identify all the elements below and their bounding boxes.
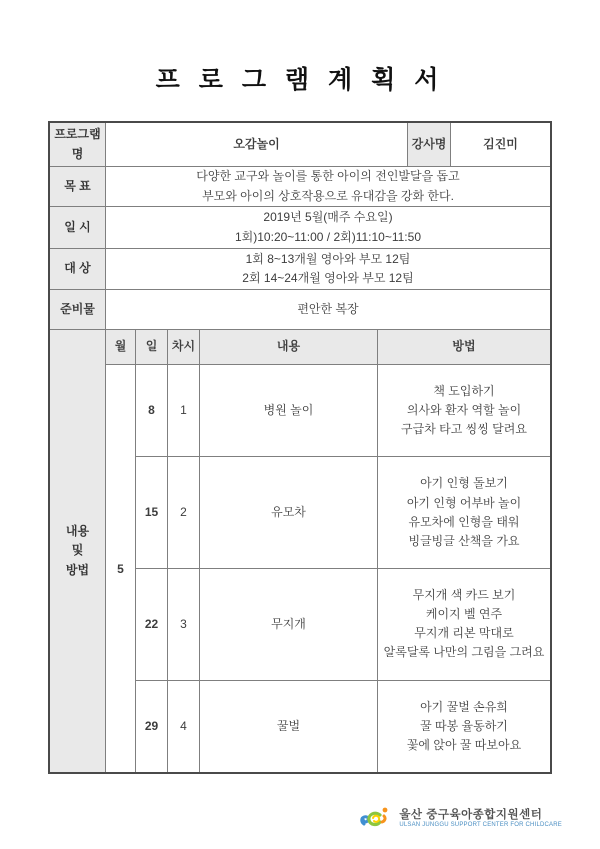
session-value: 1 [168, 365, 200, 456]
instructor-name-value: 김진미 [483, 136, 518, 151]
center-logo-icon [360, 806, 394, 832]
org-name-english: ULSAN JUNGGU SUPPORT CENTER FOR CHILDCARE [399, 822, 562, 829]
day-value: 8 [136, 365, 168, 456]
program-label: 프로그램명 [50, 123, 106, 166]
header-session: 차시 [168, 330, 200, 364]
datetime-row [50, 207, 550, 249]
header-month: 월 [106, 330, 136, 364]
header-content: 내용 [200, 330, 378, 364]
target-label: 대 상 [50, 249, 106, 289]
page-title: 프 로 그 램 계 획 서 [155, 66, 445, 94]
instructor-label: 강사명 [408, 123, 451, 166]
program-row [50, 123, 550, 167]
target-row [50, 249, 550, 290]
header-method: 방법 [378, 330, 550, 364]
target-value: 1회 8~13개월 영아와 부모 12팀 2회 14~24개월 영아와 부모 12팀 [242, 251, 414, 285]
footer-branding [360, 806, 562, 832]
schedule-table [106, 330, 550, 772]
program-plan-table [48, 121, 552, 774]
method-value: 무지개 색 카드 보기 케이지 벨 연주 무지개 리본 막대로 알록달록 나만의 그림을 그려요 [383, 587, 545, 660]
table-row [136, 569, 550, 681]
content-value: 무지개 [200, 569, 378, 680]
day-value: 29 [136, 681, 168, 772]
table-row [136, 365, 550, 457]
content-method-section [50, 330, 550, 772]
content-value: 유모차 [200, 457, 378, 568]
schedule-header-row [106, 330, 550, 365]
content-value: 병원 놀이 [200, 365, 378, 456]
materials-row [50, 290, 550, 330]
table-row [136, 457, 550, 569]
materials-value: 편안한 복장 [297, 301, 359, 316]
materials-label: 준비물 [50, 290, 106, 329]
schedule-body [106, 365, 550, 772]
goal-label: 목 표 [50, 167, 106, 206]
session-value: 3 [168, 569, 200, 680]
method-value: 아기 인형 돌보기 아기 인형 어부바 놀이 유모차에 인형을 태워 빙글빙글 산책을 가요 [406, 476, 522, 548]
goal-row [50, 167, 550, 207]
program-name-value: 오감놀이 [106, 123, 408, 166]
goal-value: 다양한 교구와 놀이를 통한 아이의 전인발달을 돕고 부모와 아이의 상호작용으로 유대감을 강화 한다. [196, 169, 460, 203]
session-value: 4 [168, 681, 200, 772]
content-value: 꿀벌 [200, 681, 378, 772]
section-label: 내용 및 방법 [50, 330, 106, 772]
session-value: 2 [168, 457, 200, 568]
method-value: 아기 꿀벌 손유희 꿀 따봉 율동하기 꽃에 앉아 꿀 따보아요 [406, 699, 522, 752]
header-day: 일 [136, 330, 168, 364]
org-name-korean: 울산 중구육아종합지원센터 [399, 808, 543, 821]
method-value: 책 도입하기 의사와 환자 역할 놀이 구급차 타고 씽씽 달려요 [401, 383, 527, 437]
table-row [136, 681, 550, 772]
day-value: 15 [136, 457, 168, 568]
month-value: 5 [106, 365, 136, 772]
day-value: 22 [136, 569, 168, 680]
datetime-label: 일 시 [50, 207, 106, 248]
datetime-value: 2019년 5월(매주 수요일) 1회)10:20~11:00 / 2회)11:10~11:50 [235, 210, 421, 244]
